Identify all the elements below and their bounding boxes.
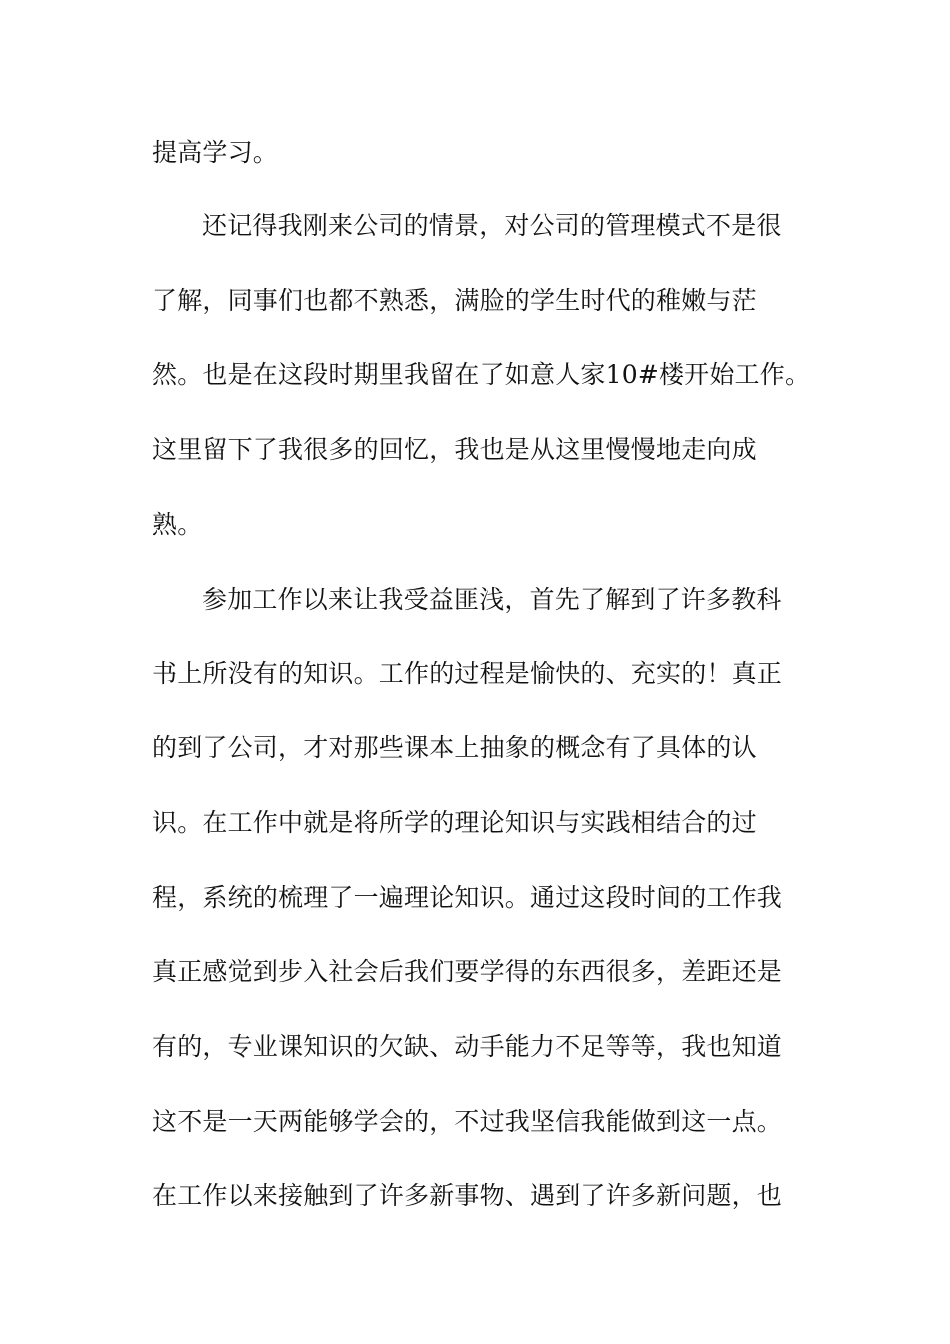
text-line: 的到了公司，才对那些课本上抽象的概念有了具体的认 bbox=[152, 733, 757, 762]
text-line: 书上所没有的知识。工作的过程是愉快的、充实的！真正 bbox=[152, 659, 783, 688]
text-line: 熟。 bbox=[152, 510, 203, 539]
text-line: 然。也是在这段时期里我留在了如意人家10#楼开始工作。 bbox=[152, 360, 811, 389]
text-line: 了解，同事们也都不熟悉，满脸的学生时代的稚嫩与茫 bbox=[152, 286, 757, 315]
text-line: 这里留下了我很多的回忆，我也是从这里慢慢地走向成 bbox=[152, 435, 757, 464]
text-line: 真正感觉到步入社会后我们要学得的东西很多，差距还是 bbox=[152, 957, 783, 986]
text-line: 程，系统的梳理了一遍理论知识。通过这段时间的工作我 bbox=[152, 883, 783, 912]
paragraph-start-line: 还记得我刚来公司的情景，对公司的管理模式不是很 bbox=[202, 211, 782, 240]
text-line: 有的，专业课知识的欠缺、动手能力不足等等，我也知道 bbox=[152, 1032, 783, 1061]
text-line: 识。在工作中就是将所学的理论知识与实践相结合的过 bbox=[152, 808, 757, 837]
paragraph-start-line: 参加工作以来让我受益匪浅，首先了解到了许多教科 bbox=[202, 585, 782, 614]
text-line: 这不是一天两能够学会的，不过我坚信我能做到这一点。 bbox=[152, 1107, 783, 1136]
text-line: 提高学习。 bbox=[152, 138, 279, 167]
text-line: 在工作以来接触到了许多新事物、遇到了许多新问题，也 bbox=[152, 1181, 783, 1210]
